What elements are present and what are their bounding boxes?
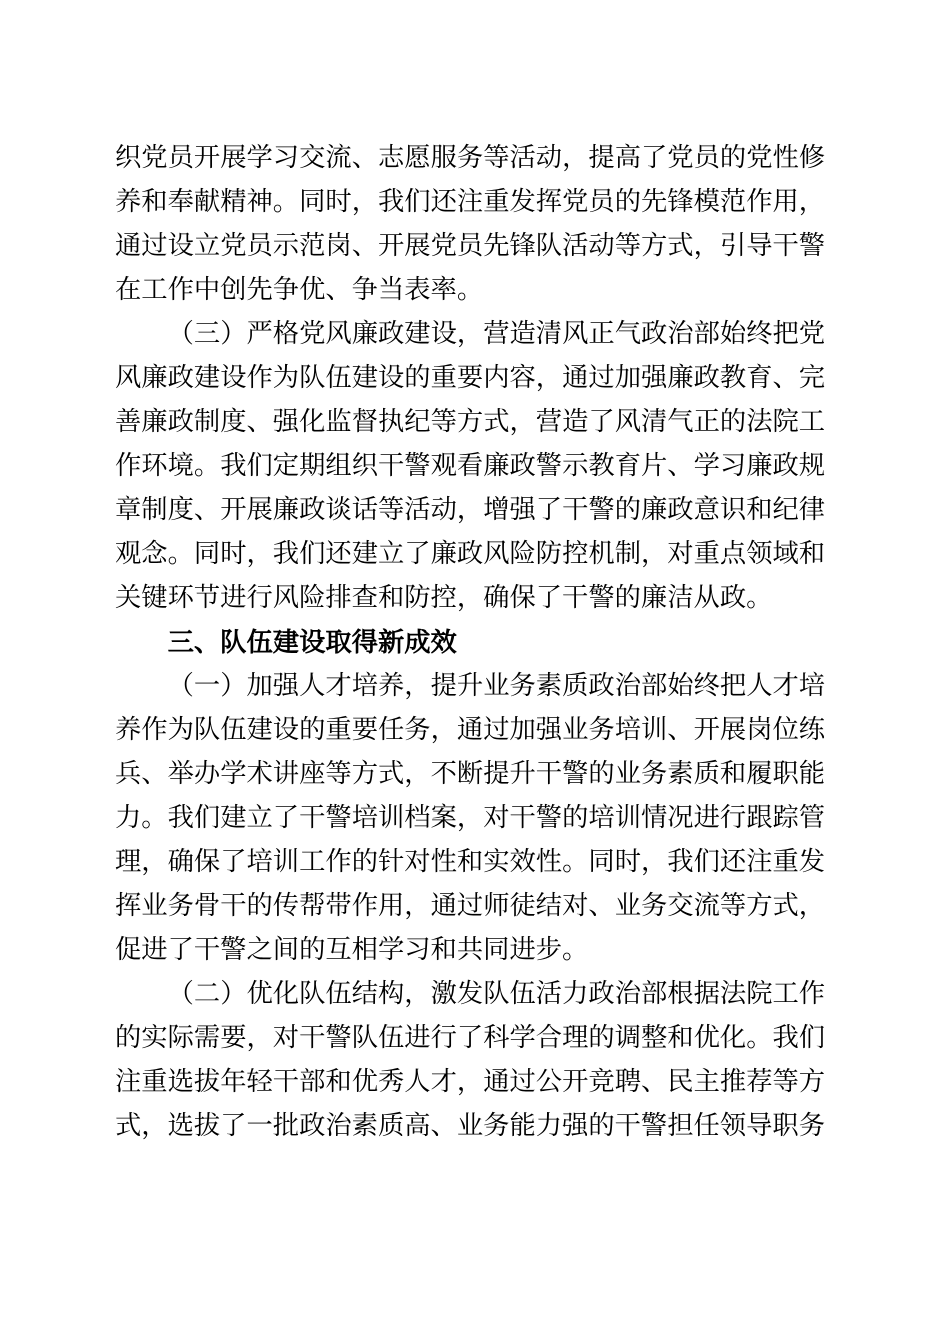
paragraph-clean-governance: （三）严格党风廉政建设，营造清风正气政治部始终把党风廉政建设作为队伍建设的重要内容，通过加强廉政教育、完善廉政制度、强化监督执纪等方式，营造了风清气正的法院工作环境。我们定期组织干警观看廉政警示教育片、学习廉政规章制度、开展廉政谈话等活动，增强了干警的廉政意识和纪律观念。同时，我们还建立了廉政风险防控机制，对重点领域和关键环节进行风险排查和防控，确保了干警的廉洁从政。 <box>115 319 826 612</box>
document-content <box>115 136 825 1148</box>
paragraph-talent-cultivation: （一）加强人才培养，提升业务素质政治部始终把人才培养作为队伍建设的重要任务，通过加强业务培训、开展岗位练兵、举办学术讲座等方式，不断提升干警的业务素质和履职能力。我们建立了干警培训档案，对干警的培训情况进行跟踪管理，确保了培训工作的针对性和实效性。同时，我们还注重发挥业务骨干的传帮带作用，通过师徒结对、业务交流等方式，促进了干警之间的互相学习和共同进步。 <box>115 671 826 964</box>
section-heading-team-building: 三、队伍建设取得新成效 <box>167 627 457 657</box>
paragraph-party-member-activities: 织党员开展学习交流、志愿服务等活动，提高了党员的党性修养和奉献精神。同时，我们还注重发挥党员的先锋模范作用，通过设立党员示范岗、开展党员先锋队活动等方式，引导干警在工作中创先争优、争当表率。 <box>115 143 826 304</box>
paragraph-team-structure: （二）优化队伍结构，激发队伍活力政治部根据法院工作的实际需要，对干警队伍进行了科学合理的调整和优化。我们注重选拔年轻干部和优秀人才，通过公开竞聘、民主推荐等方式，选拔了一批政治素质高、业务能力强的干警担任领导职务 <box>115 979 826 1140</box>
